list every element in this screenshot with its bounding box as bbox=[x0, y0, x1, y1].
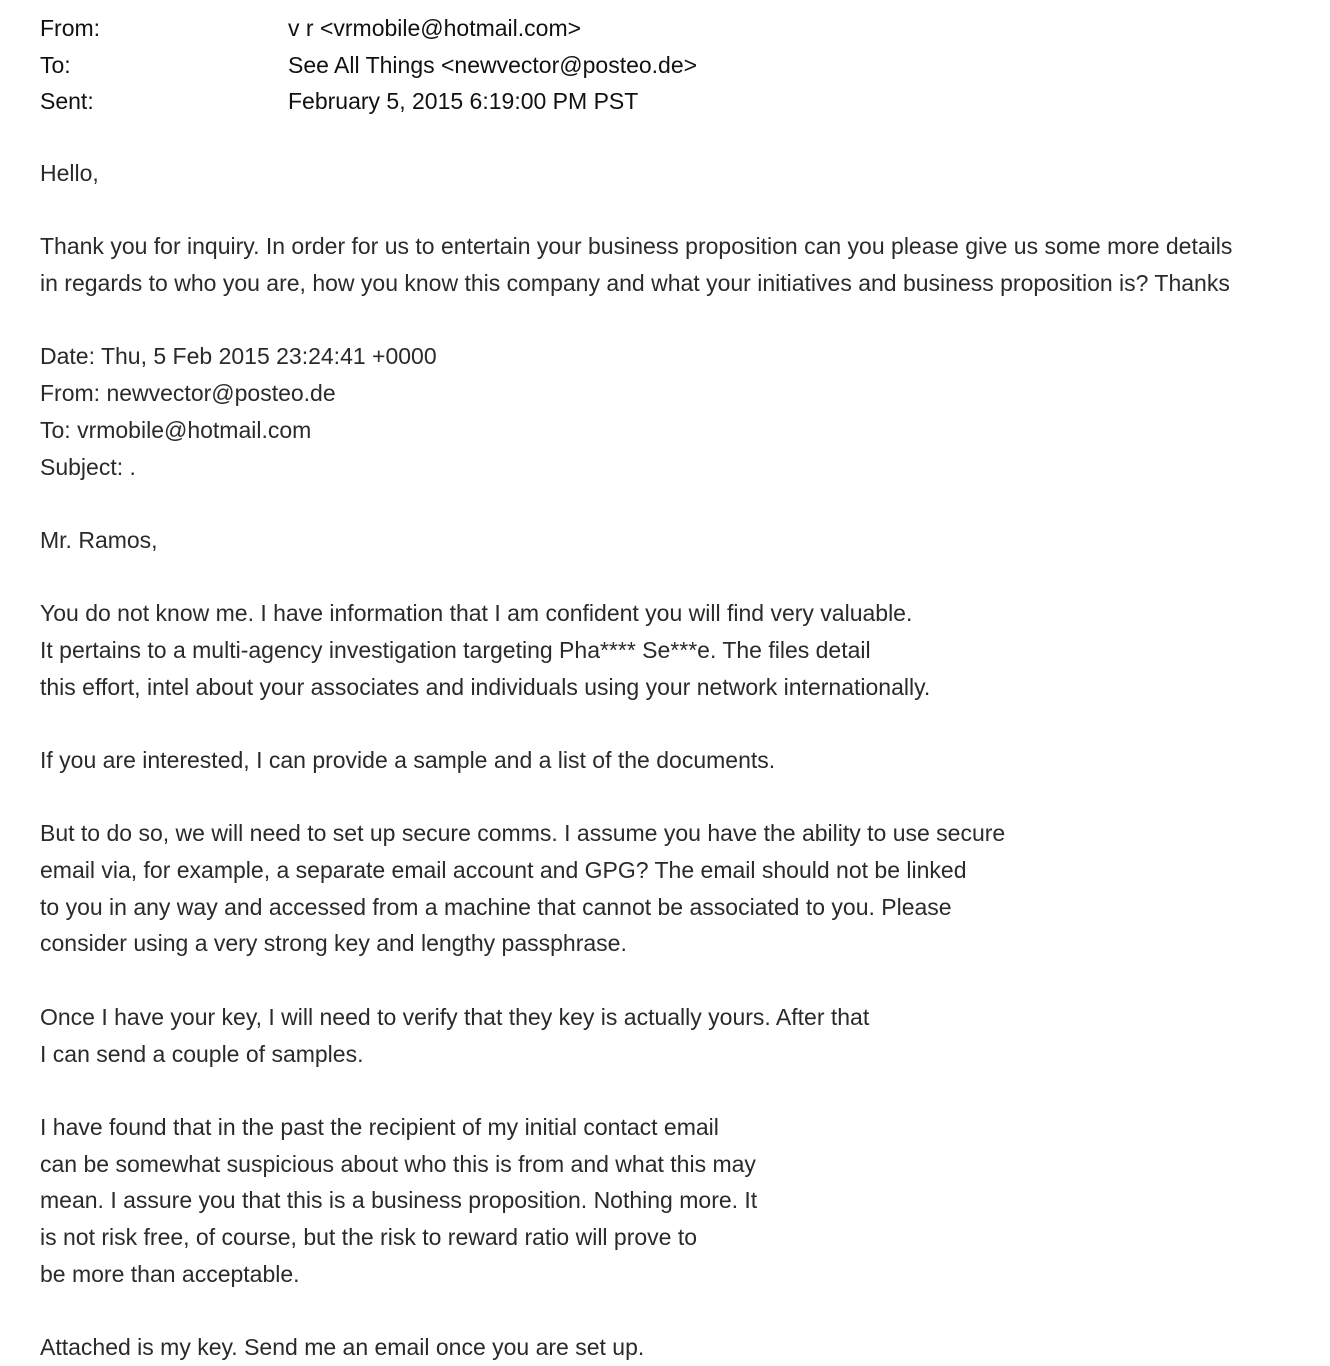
from-label: From: bbox=[40, 15, 101, 41]
reply-line: Thank you for inquiry. In order for us to entertain your business proposition can you please give us some more details bbox=[40, 233, 1233, 260]
spacer bbox=[40, 485, 1320, 522]
reply-line: in regards to who you are, how you know this company and what your initiatives and business proposition is? Thanks bbox=[40, 270, 1230, 297]
quoted-date: Date: Thu, 5 Feb 2015 23:24:41 +0000 bbox=[40, 343, 437, 370]
email-header bbox=[40, 10, 1310, 120]
spacer bbox=[40, 559, 1320, 596]
spacer bbox=[40, 302, 1320, 339]
sent-label: Sent: bbox=[40, 88, 94, 115]
quoted-line: You do not know me. I have information that I am confident you will find very valuable. bbox=[40, 600, 913, 627]
spacer bbox=[40, 1292, 1320, 1329]
spacer bbox=[40, 779, 1320, 816]
quoted-line: can be somewhat suspicious about who this is from and what this may bbox=[40, 1150, 756, 1177]
header-to-row bbox=[40, 47, 1310, 84]
spacer bbox=[40, 962, 1320, 999]
quoted-salutation: Mr. Ramos, bbox=[40, 526, 158, 553]
quoted-line: Once I have your key, I will need to verify that they key is actually yours. After that bbox=[40, 1003, 870, 1030]
spacer bbox=[40, 192, 1320, 229]
header-from-row bbox=[40, 10, 1310, 47]
to-label: To: bbox=[40, 51, 71, 78]
quoted-subject: Subject: . bbox=[40, 453, 136, 480]
quoted-line: email via, for example, a separate email account and GPG? The email should not be linked bbox=[40, 857, 967, 884]
quoted-line: Attached is my key. Send me an email once you are set up. bbox=[40, 1334, 645, 1360]
spacer bbox=[40, 1072, 1320, 1109]
quoted-line: I have found that in the past the recipient of my initial contact email bbox=[40, 1113, 719, 1140]
quoted-line: to you in any way and accessed from a machine that cannot be associated to you. Please bbox=[40, 893, 952, 920]
quoted-to: To: vrmobile@hotmail.com bbox=[40, 416, 312, 443]
to-value: See All Things <newvector@posteo.de> bbox=[288, 51, 698, 78]
quoted-line: I can send a couple of samples. bbox=[40, 1040, 364, 1067]
quoted-line: mean. I assure you that this is a business proposition. Nothing more. It bbox=[40, 1187, 758, 1214]
spacer bbox=[40, 705, 1320, 742]
quoted-line: It pertains to a multi-agency investigation targeting Pha**** Se***e. The files detail bbox=[40, 636, 871, 663]
reply-greeting: Hello, bbox=[40, 160, 99, 186]
quoted-from: From: newvector@posteo.de bbox=[40, 380, 336, 407]
quoted-line: consider using a very strong key and lengthy passphrase. bbox=[40, 930, 627, 957]
header-sent-row bbox=[40, 83, 1310, 120]
from-value: v r <vrmobile@hotmail.com> bbox=[288, 15, 582, 41]
quoted-line: be more than acceptable. bbox=[40, 1260, 300, 1287]
quoted-line: is not risk free, of course, but the risk to reward ratio will prove to bbox=[40, 1223, 698, 1250]
quoted-line: If you are interested, I can provide a sample and a list of the documents. bbox=[40, 747, 776, 773]
email-body bbox=[40, 155, 1320, 1366]
quoted-line: this effort, intel about your associates and individuals using your network internationally. bbox=[40, 673, 931, 700]
quoted-line: But to do so, we will need to set up secure comms. I assume you have the ability to use secure bbox=[40, 820, 1006, 847]
sent-value: February 5, 2015 6:19:00 PM PST bbox=[288, 88, 639, 115]
